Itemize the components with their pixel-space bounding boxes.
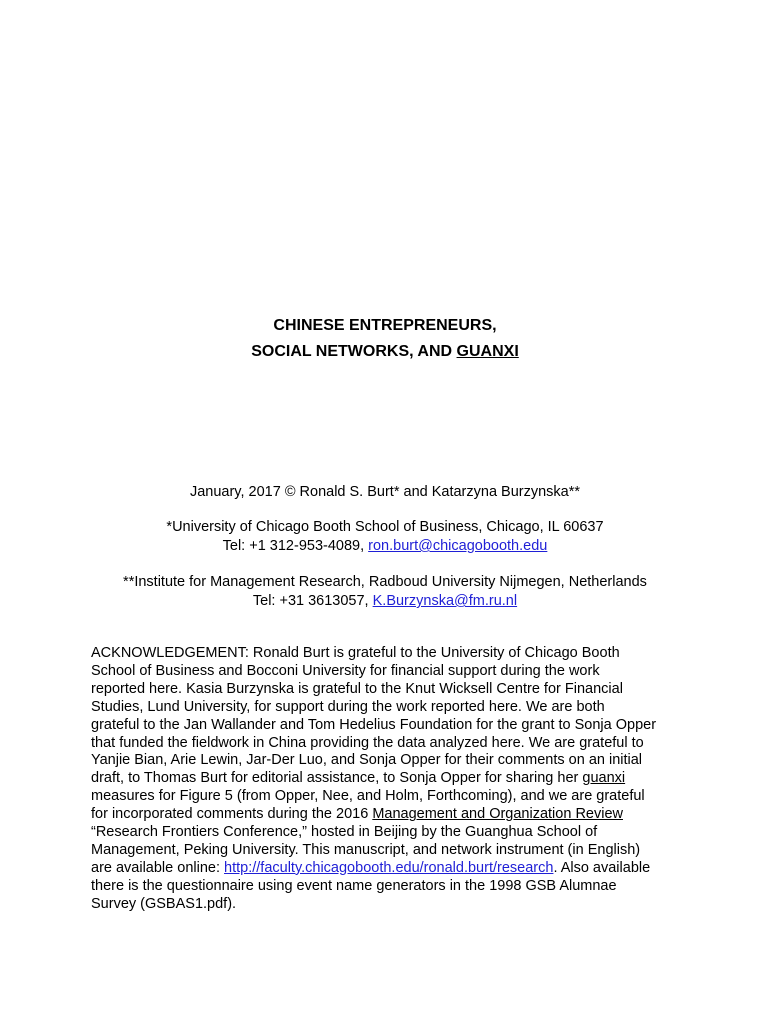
ack-line: measures for Figure 5 (from Opper, Nee, and Holm, Forthcoming), and we are grateful	[91, 788, 645, 805]
affiliation-2	[0, 573, 770, 611]
ack-line: that funded the fieldwork in China providing the data analyzed here. We are grateful to	[91, 734, 644, 751]
ack-line-text: draft, to Thomas Burt for editorial assistance, to Sonja Opper for sharing her	[91, 770, 583, 787]
ack-line: reported here. Kasia Burzynska is grateful to the Knut Wicksell Centre for Financial	[91, 680, 623, 697]
ack-line: Management, Peking University. This manuscript, and network instrument (in English)	[91, 841, 641, 858]
ack-line	[91, 860, 691, 878]
affiliation-1-institution: *University of Chicago Booth School of Business, Chicago, IL 60637	[166, 519, 604, 535]
ack-line: Survey (GSBAS1.pdf).	[91, 895, 237, 912]
affiliation-1	[0, 518, 770, 556]
research-url-link[interactable]: http://faculty.chicagobooth.edu/ronald.burt/research	[224, 859, 554, 876]
ack-line: ACKNOWLEDGEMENT: Ronald Burt is grateful to the University of Chicago Booth	[91, 645, 620, 661]
affiliation-1-tel: Tel: +1 312-953-4089,	[222, 538, 369, 554]
ack-line: School of Business and Bocconi University for financial support during the work	[91, 662, 600, 679]
title-guanxi: GUANXI	[456, 343, 519, 360]
affiliation-2-email-link[interactable]: K.Burzynska@fm.ru.nl	[372, 593, 518, 609]
affiliation-2-contact	[0, 592, 770, 611]
acknowledgement-paragraph	[91, 645, 691, 914]
affiliation-1-contact	[0, 537, 770, 556]
ack-journal-title: Management and Organization Review	[372, 806, 623, 823]
affiliation-2-tel: Tel: +31 3613057,	[252, 593, 373, 609]
paper-title	[0, 313, 770, 365]
affiliation-1-email-link[interactable]: ron.burt@chicagobooth.edu	[368, 538, 548, 554]
ack-line-text: for incorporated comments during the 2016	[91, 806, 373, 823]
ack-line: Studies, Lund University, for support during the work reported here. We are both	[91, 698, 605, 715]
ack-line: there is the questionnaire using event name generators in the 1998 GSB Alumnae	[91, 877, 617, 894]
ack-line-text: are available online:	[91, 859, 225, 876]
ack-line: grateful to the Jan Wallander and Tom Hedelius Foundation for the grant to Sonja Opper	[91, 716, 657, 733]
ack-guanxi: guanxi	[582, 770, 626, 787]
date-copyright-line: January, 2017 © Ronald S. Burt* and Katarzyna Burzynska**	[189, 484, 581, 500]
ack-line	[91, 770, 691, 788]
title-line-1: CHINESE ENTREPRENEURS,	[273, 317, 497, 334]
title-line-2-text: SOCIAL NETWORKS, AND	[251, 343, 457, 360]
affiliation-2-institution: **Institute for Management Research, Radboud University Nijmegen, Netherlands	[123, 574, 647, 590]
ack-line: Yanjie Bian, Arie Lewin, Jar-Der Luo, and Sonja Opper for their comments on an initial	[91, 752, 643, 769]
ack-line	[91, 806, 691, 824]
ack-line-text: . Also available	[553, 859, 651, 876]
ack-line: “Research Frontiers Conference,” hosted in Beijing by the Guanghua School of	[91, 824, 598, 841]
title-line-2	[0, 339, 770, 365]
